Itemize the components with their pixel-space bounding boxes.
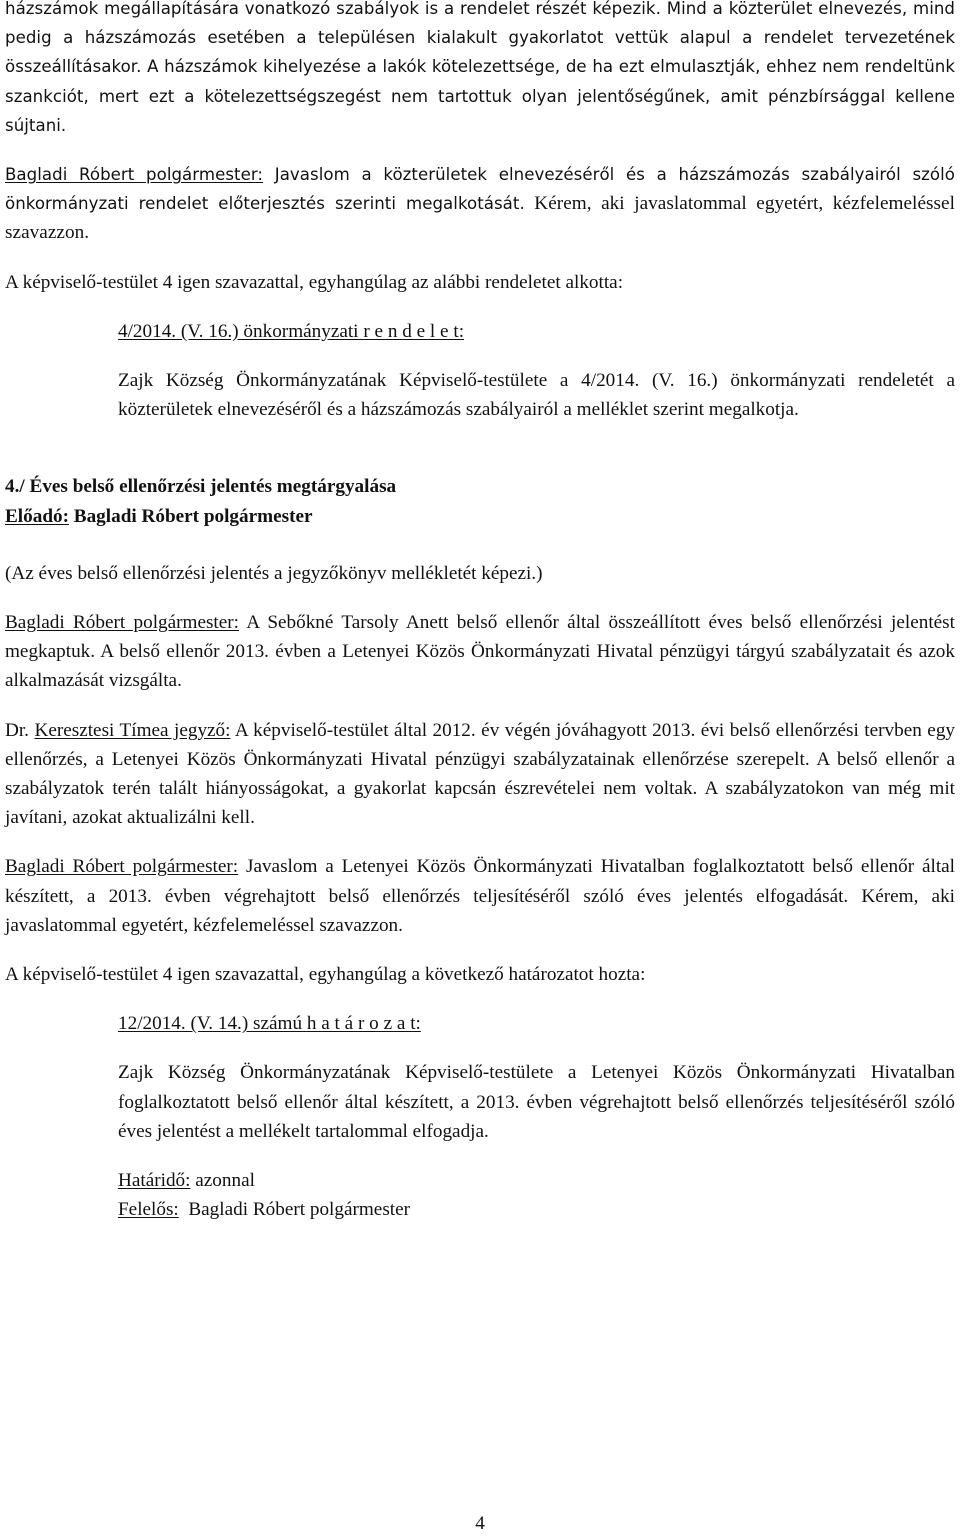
attachment-note: (Az éves belső ellenőrzési jelentés a jegyzőkönyv mellékletét képezi.) bbox=[5, 562, 543, 584]
speaker-notary: Keresztesi Tímea jegyző: bbox=[34, 719, 231, 741]
vote-result-1: A képviselő-testület 4 igen szavazattal, egyhangúlag az alábbi rendeletet alkotta: bbox=[5, 271, 624, 293]
responsible-label: Felelős: bbox=[118, 1199, 179, 1221]
speaker-mayor: Bagladi Róbert polgármester: bbox=[5, 856, 239, 878]
responsible-value: Bagladi Róbert polgármester bbox=[178, 1199, 411, 1221]
paragraph-mayor-proposal-1 bbox=[5, 160, 955, 248]
deadline-line bbox=[118, 1166, 955, 1195]
deadline-value: azonnal bbox=[190, 1170, 255, 1192]
paragraph-housenumber-rules: házszámok megállapítására vonatkozó szabályok is a rendelet részét képezik. Mind a közterület elnevezés, mind pedig a házszámozás esetében a településen kialakult gyakorlatot vettük alapul a rendelet tervezetének összeállításakor. A házszámok kihelyezése a lakók kötelezettsége, de ha ezt elmulasztják, ehhez nem rendeltünk szankciót, mert ezt a kötelezettségszegést nem tartottuk olyan jelentőségűnek, amit pénzbírsággal kellene sújtani. bbox=[5, 0, 955, 135]
deadline-label: Határidő: bbox=[118, 1170, 191, 1192]
proposal-text: Javaslom a közterületek elnevezéséről és a házszámozás szabályairól szóló önkormányzati rendelet előterjesztés szerinti megalkotását. bbox=[5, 165, 955, 214]
page-number: 4 bbox=[475, 1513, 485, 1534]
resolution-heading bbox=[118, 1009, 955, 1038]
presenter-line bbox=[5, 502, 955, 531]
section-title: 4./ Éves belső ellenőrzési jelentés megtárgyalása bbox=[5, 476, 397, 498]
paragraph-mayor-report: Bagladi Róbert polgármester: A Sebőkné Tarsoly Anett belső ellenőr által összeállított éves belső ellenőrzési jelentést megkaptuk. A belső ellenőr 2013. évben a Letenyei Közös Önkormányzati Hivatal pénzügyi tárgyú szabályzatait és azok alkalmazását vizsgálta. bbox=[5, 612, 955, 692]
resolution-number: 12/2014. (V. 14.) számú h a t á r o z a t: bbox=[118, 1013, 421, 1035]
decree-number: 4/2014. (V. 16.) önkormányzati r e n d e l e t: bbox=[118, 320, 465, 342]
paragraph-notary: Dr. Keresztesi Tímea jegyző: A képviselő-testület által 2012. év végén jóváhagyott 2013. évi belső ellenőrzési tervben egy ellenőrzés, a Letenyei Közös Önkormányzati Hivatal pénzügyi szabályzatainak ellenőrzése szerepelt. A belső ellenőr a szabályzatok terén talált hiányosságokat, a gyakorlat kapcsán észrevételei nem voltak. A szabályzatokon van még mit javítani, azokat aktualizálni kell. bbox=[5, 719, 956, 829]
vote-result-2: A képviselő-testület 4 igen szavazattal, egyhangúlag a következő határozatot hozta: bbox=[5, 964, 646, 986]
presenter-name: Bagladi Róbert polgármester bbox=[68, 505, 313, 527]
presenter-label: Előadó: bbox=[5, 505, 69, 527]
decree-body: Zajk Község Önkormányzatának Képviselő-testülete a 4/2014. (V. 16.) önkormányzati rendeletét a közterületek elnevezéséről és a házszámozás szabályairól a melléklet szerint megalkotja. bbox=[118, 370, 955, 421]
decree-heading bbox=[118, 317, 955, 346]
document-page bbox=[5, 0, 955, 1225]
resolution-body: Zajk Község Önkormányzatának Képviselő-testülete a Letenyei Közös Önkormányzati Hivatalban foglalkoztatott belső ellenőr által készített, a 2013. évben végrehajtott belső ellenőrzés teljesítéséről szóló éves jelentést a mellékelt tartalommal elfogadja. bbox=[118, 1062, 955, 1142]
speaker-mayor: Bagladi Róbert polgármester: bbox=[5, 612, 239, 634]
speaker-mayor: Bagladi Róbert polgármester: bbox=[5, 165, 264, 185]
responsible-line bbox=[118, 1195, 955, 1224]
paragraph-mayor-proposal-2: Bagladi Róbert polgármester: Javaslom a Letenyei Közös Önkormányzati Hivatalban foglalkoztatott belső ellenőr által készített, a 2013. évben végrehajtott belső ellenőrzés teljesítéséről szóló éves jelentés elfogadását. Kérem, aki javaslatommal egyetért, kézfelemeléssel szavazzon. bbox=[5, 856, 955, 936]
vote-request: Kérem, aki javaslatommal egyetért, kézfelemeléssel szavazzon. bbox=[5, 193, 955, 244]
